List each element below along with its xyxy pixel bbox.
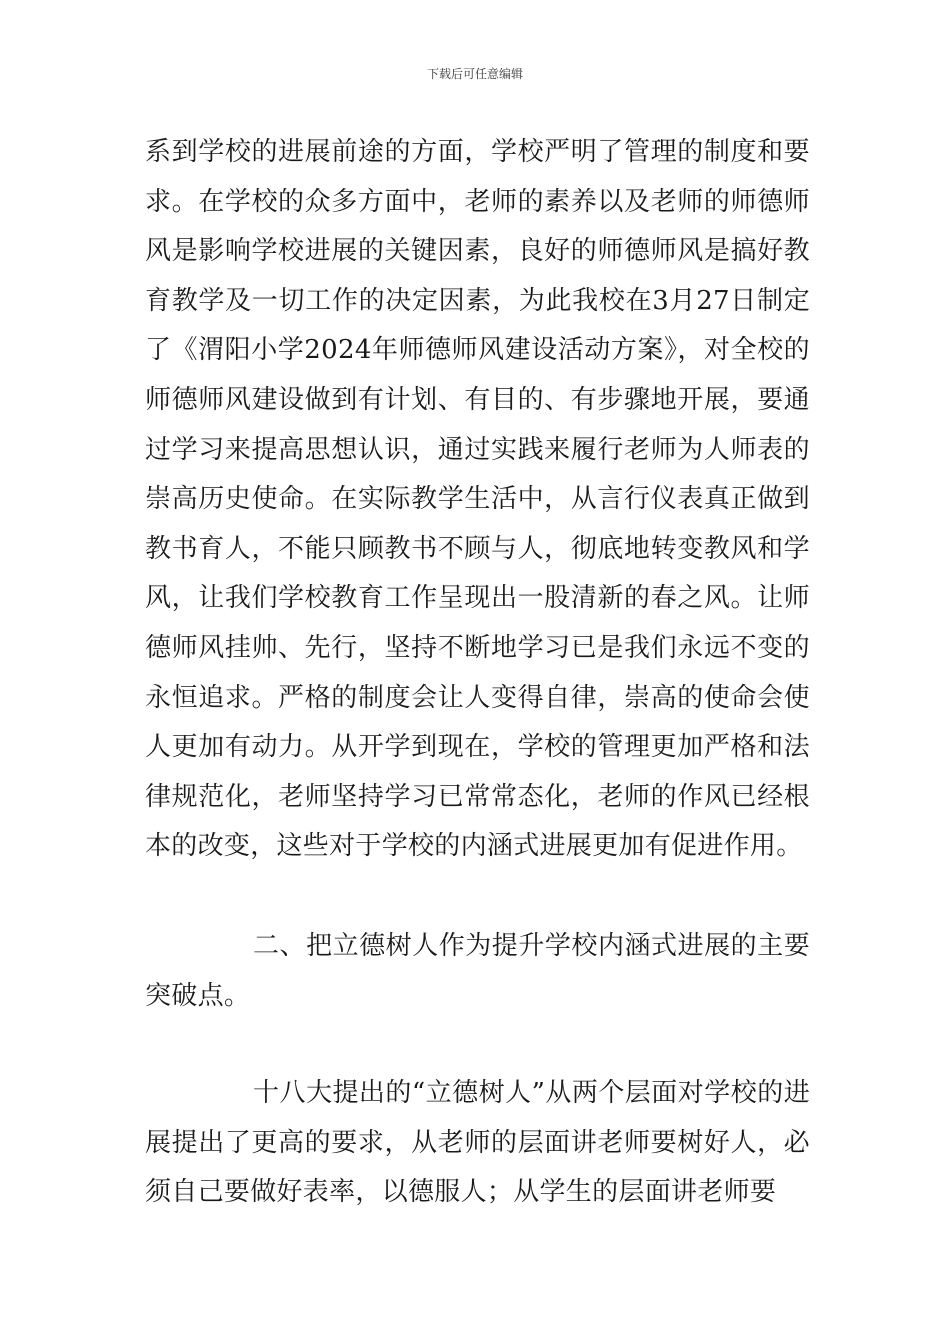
page-header: 下载后可任意编辑 bbox=[426, 67, 523, 81]
paragraph-moral-education: 十八大提出的“立德树人”从两个层面对学校的进展提出了更高的要求，从老师的层面讲老师要树好人，必须自己要做好表率，以德服人；从学生的层面讲老师要 bbox=[145, 1078, 810, 1208]
paragraph-teacher-ethics: 系到学校的进展前途的方面，学校严明了管理的制度和要求。在学校的众多方面中，老师的素养以及老师的师德师风是影响学校进展的关键因素，良好的师德师风是搞好教育教学及一切工作的决定因素，为此我校在3月27日制定了《渭阳小学2024年师德师风建设活动方案》，对全校的师德师风建设做到有计划、有目的、有步骤地开展，要通过学习来提高思想认识，通过实践来履行老师为人师表的崇高历史使命。在实际教学生活中，从言行仪表真正做到教书育人，不能只顾教书不顾与人，彻底地转变教风和学风，让我们学校教育工作呈现出一股清新的春之风。让师德师风挂帅、先行，坚持不断地学习已是我们永远不变的永恒追求。严格的制度会让人变得自律，崇高的使命会使人更加有动力。从开学到现在，学校的管理更加严格和法律规范化，老师坚持学习已常常态化，老师的作风已经根本的改变，这些对于学校的内涵式进展更加有促进作用。 bbox=[145, 137, 810, 862]
section-heading-two: 二、把立德树人作为提升学校内涵式进展的主要突破点。 bbox=[145, 931, 810, 1011]
